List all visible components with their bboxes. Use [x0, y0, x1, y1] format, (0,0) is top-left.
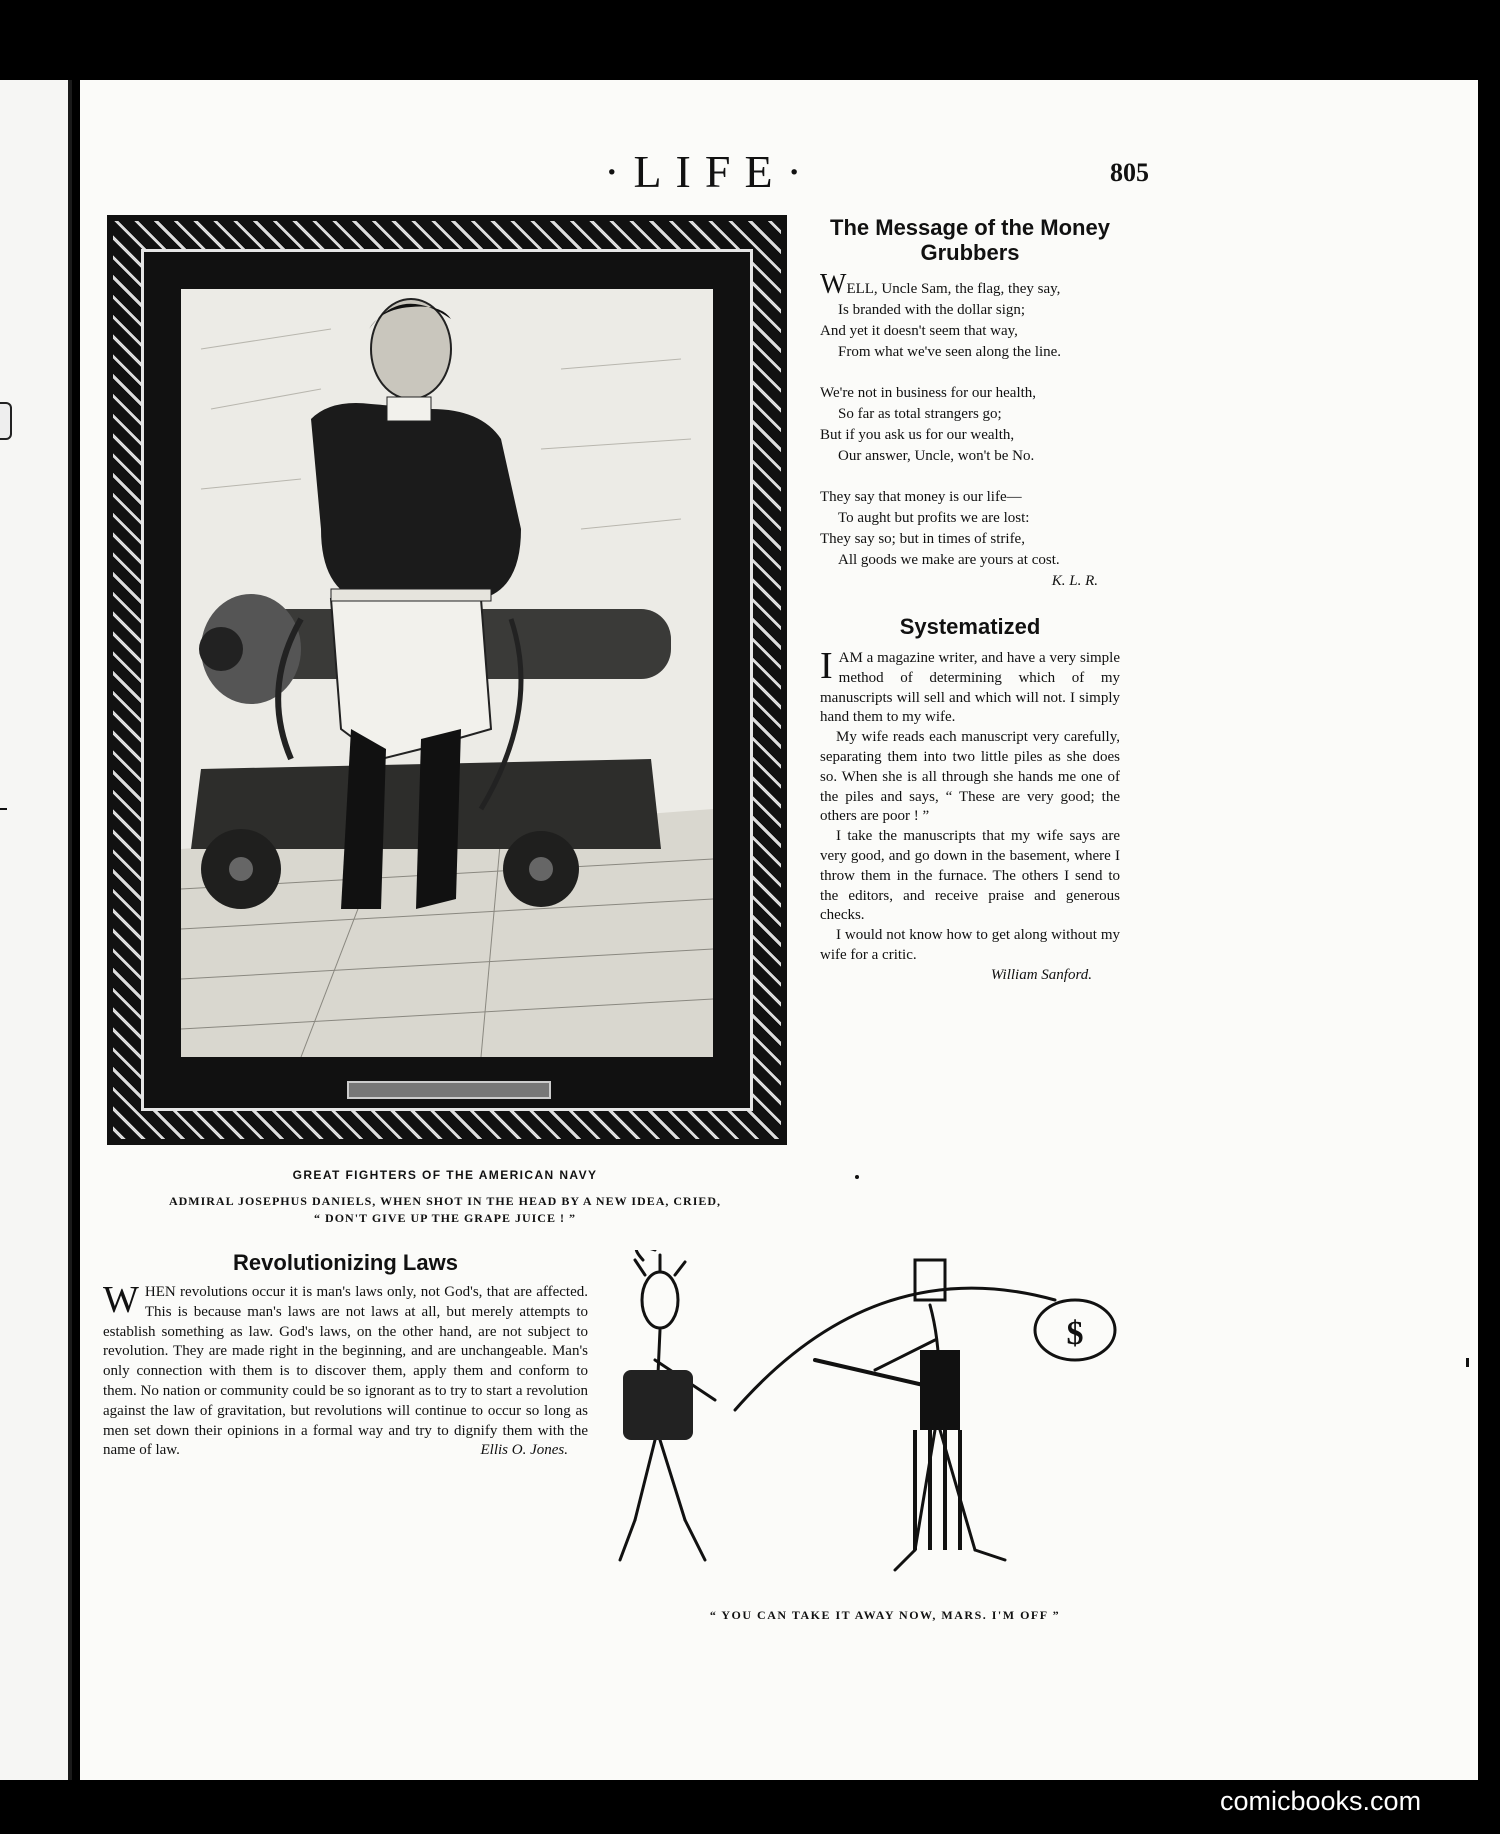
paragraph: I would not know how to get along without my wife for a critic.	[820, 927, 1120, 963]
paragraph	[103, 1279, 588, 1461]
poem-stanza	[820, 487, 1120, 571]
poem-line: They say that money is our life—	[820, 489, 1022, 505]
systematized-dropcap: I	[820, 645, 833, 687]
poem-line: Our answer, Uncle, won't be No.	[838, 448, 1035, 464]
revolutionizing-body	[103, 1279, 588, 1461]
poem-title-line-1: The Message of the Money	[830, 215, 1110, 240]
poem-stanza	[820, 383, 1120, 467]
masthead-title: ·LIFE·	[604, 146, 816, 197]
paragraph	[820, 645, 1120, 728]
poem-line: And yet it doesn't seem that way,	[820, 323, 1018, 339]
poem-title-line-2: Grubbers	[920, 240, 1020, 265]
mars-uncle-sam-cartoon	[615, 1250, 1155, 1610]
portrait-caption-line-2: “ DON'T GIVE UP THE GRAPE JUICE ! ”	[314, 1211, 576, 1225]
admiral-portrait-drawing	[181, 289, 713, 1057]
portrait-caption-line-1: ADMIRAL JOSEPHUS DANIELS, WHEN SHOT IN THE HEAD BY A NEW IDEA, CRIED,	[168, 1194, 722, 1208]
poem-title	[820, 215, 1120, 265]
poem-line: From what we've seen along the line.	[838, 344, 1062, 360]
cartoon-illustration	[615, 1250, 1155, 1650]
portrait-caption	[105, 1193, 785, 1227]
poem-body	[820, 269, 1120, 592]
poem-line: To aught but profits we are lost:	[838, 510, 1030, 526]
page-tab-mark	[0, 402, 12, 440]
revolutionizing-dropcap: W	[103, 1279, 139, 1321]
revolutionizing-signature: Ellis O. Jones.	[480, 1442, 568, 1459]
bottom-left-column	[103, 1250, 588, 1461]
paragraph: My wife reads each manuscript very carefully, separating them into two little piles as she does so. When she is all through she hands me one of the piles and says, “ These are very good; the others are poor ! ”	[820, 729, 1120, 825]
paragraph-text: HEN revolutions occur it is man's laws only, not God's, that are affected. This is because man's laws are not laws at all, but merely attempts to establish something as law. God's laws, on the other hand, are not subject to revolution. They are made right in the beginning, and are unchangeable. Man's only connection with them is to discover them, apply them and conform to them. No nation or community could be so ignorant as to try to start a revolution against the law of gravitation, but revolutions will continue to occur so long as men set down their opinions in a formal way and try to dignify them with the name of law.	[103, 1284, 588, 1459]
poem-line	[820, 269, 1120, 300]
portrait-illustration	[181, 289, 713, 1057]
poem-line: They say so; but in times of strife,	[820, 531, 1025, 547]
right-column	[820, 215, 1120, 986]
page-spine	[68, 80, 72, 1780]
paragraph: I take the manuscripts that my wife says are very good, and go down in the basement, where I throw them in the furnace. The others I send to the editors, and receive praise and generous checks.	[820, 828, 1120, 924]
frame-plaque	[347, 1081, 551, 1099]
portrait-frame	[107, 215, 787, 1145]
margin-mark	[1466, 1358, 1469, 1367]
poem-signature: K. L. R.	[1051, 573, 1098, 589]
paragraph-text: AM a magazine writer, and have a very simple method of determining which of my manuscripts will sell and which will not. I simply hand them to my wife.	[820, 650, 1120, 726]
fishing-pole	[735, 1288, 1055, 1410]
watermark: comicbooks.com	[1220, 1786, 1422, 1816]
poem-line: But if you ask us for our wealth,	[820, 427, 1015, 443]
money-bag-dollar-sign: $	[1066, 1315, 1084, 1352]
facing-page-edge	[0, 80, 72, 1780]
cartoon-caption: “ YOU CAN TAKE IT AWAY NOW, MARS. I'M OFF ”	[709, 1608, 1061, 1622]
poem-line: All goods we make are yours at cost.	[838, 552, 1060, 568]
page-number: 805	[1110, 158, 1149, 187]
poem-line: We're not in business for our health,	[820, 385, 1037, 401]
poem-dropcap: W	[820, 269, 847, 300]
poem-line: So far as total strangers go;	[838, 406, 1002, 422]
margin-mark	[0, 808, 7, 810]
systematized-body	[820, 645, 1120, 986]
systematized-title: Systematized	[899, 614, 1041, 639]
poem-line: Is branded with the dollar sign;	[838, 302, 1026, 318]
systematized-signature: William Sanford.	[990, 966, 1092, 983]
poem-stanza	[820, 269, 1120, 363]
stray-dot	[855, 1175, 859, 1179]
portrait-caption-title: GREAT FIGHTERS OF THE AMERICAN NAVY	[292, 1168, 598, 1182]
revolutionizing-title: Revolutionizing Laws	[233, 1250, 458, 1275]
poem-line-text: ELL, Uncle Sam, the flag, they say,	[846, 281, 1061, 297]
